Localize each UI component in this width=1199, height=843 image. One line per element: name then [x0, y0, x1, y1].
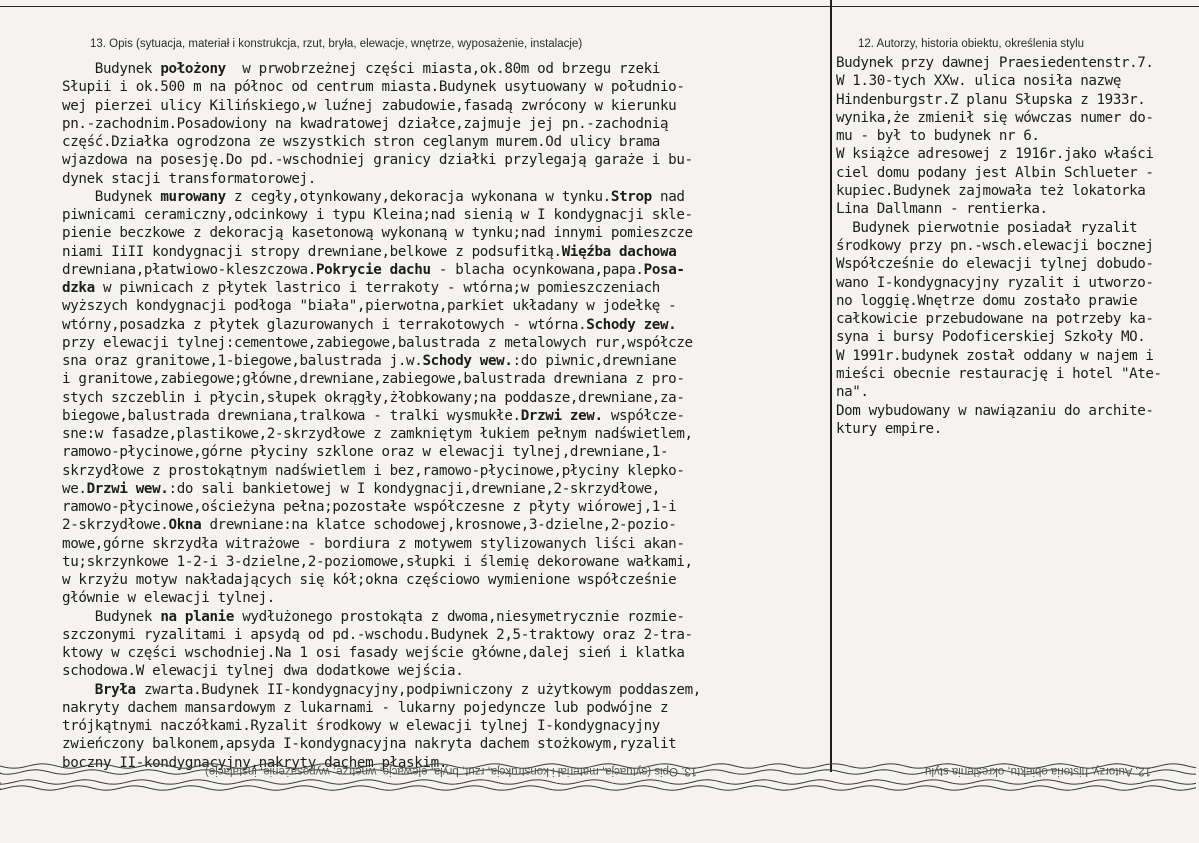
history-line: syna i bursy Podoficerskiej Szkoły MO. — [836, 329, 1146, 346]
description-line — [62, 224, 834, 242]
history-line: no loggię.Wnętrze domu zostało prawie — [836, 292, 1138, 309]
history-text — [836, 54, 1196, 438]
history-line: W książce adresowej z 1916r.jako właści — [836, 146, 1154, 163]
bold-term: Schody wew. — [422, 353, 513, 369]
description-line — [62, 297, 834, 315]
text-run: nad — [651, 188, 685, 205]
description-line — [62, 516, 834, 534]
bold-term: położony — [160, 61, 226, 77]
text-run: drewniana,płatwiowo-kleszczowa. — [62, 261, 316, 278]
history-line: mu - był to budynek nr 6. — [836, 128, 1040, 145]
text-run: schodowa.W elewacji tylnej dwa dodatkowe wejścia. — [62, 663, 464, 680]
bold-term: Okna — [168, 517, 202, 534]
text-run: współcze- — [602, 407, 685, 424]
text-run: szczonymi ryzalitami i apsydą od pd.-wschodu.Budynek 2,5-traktowy oraz 2-tra- — [62, 626, 693, 643]
description-line — [62, 498, 834, 516]
description-line — [62, 662, 834, 680]
text-run: pn.-zachodnim.Posadowiony na kwadratowej działce,zajmuje jej pn.-zachodnią — [62, 115, 669, 132]
bold-term: Pokrycie dachu — [315, 261, 431, 278]
text-run: przy elewacji tylnej:cementowe,zabiegowe,balustrada z metalowych rur,współcze — [62, 334, 693, 351]
history-line: mieści obecnie restaurację i hotel "Ate- — [836, 366, 1162, 383]
description-line — [62, 480, 834, 498]
bold-term: Drzwi wew. — [86, 480, 169, 497]
description-line — [62, 206, 834, 224]
description-line — [62, 553, 834, 571]
text-run: w prwobrzeżnej części miasta,ok.80m od brzegu rzeki — [225, 61, 661, 77]
description-line — [62, 170, 834, 188]
text-run: niami IiII kondygnacji stropy drewniane,belkowe z podsufitką. — [62, 243, 562, 260]
description-line — [62, 115, 834, 133]
text-run: boczny II-kondygnacyjny,nakryty dachem płaskim. — [62, 754, 448, 771]
text-run: sne:w fasadze,plastikowe,2-skrzydłowe z zamkniętym łukiem pełnym nadświetlem, — [62, 426, 693, 442]
text-run: Budynek — [62, 61, 161, 77]
bold-term: dzka — [62, 280, 95, 296]
description-line — [62, 334, 834, 352]
text-run: wtórny,posadzka z płytek glazurowanych i terrakotowych - wtórna. — [62, 316, 587, 333]
history-line: Lina Dallmann - rentierka. — [836, 201, 1048, 218]
history-section-header: 12. Autorzy, historia obiektu, określenia stylu — [858, 38, 1085, 50]
history-line: Budynek przy dawnej Praesiedentenstr.7. — [836, 55, 1154, 71]
description-line — [62, 626, 834, 644]
text-run: Słupii i ok.500 m na północ od centrum miasta.Budynek usytuowany w południo- — [62, 79, 685, 96]
text-run: zwieńczony balkonem,apsyda I-kondygnacyjna nakryta dachem stożkowym,ryzalit — [62, 736, 677, 753]
history-line: ktury empire. — [836, 420, 942, 437]
text-run: we. — [62, 480, 87, 497]
description-line — [62, 279, 834, 297]
text-run: w piwnicach z płytek lastrico i terrakoty - wtórna;w pomieszczeniach — [94, 280, 661, 296]
description-line — [62, 133, 834, 151]
text-run: skrzydłowe z prostokątnym nadświetlem i bez,ramowo-płycinowe,płyciny klepko- — [62, 462, 685, 479]
text-run: dynek stacji transformatorowej. — [62, 170, 316, 187]
description-line — [62, 389, 834, 407]
history-line: W 1991r.budynek został oddany w najem i — [836, 347, 1154, 364]
text-run: nakryty dachem mansardowym z lukarnami - lukarny pojedyncze lub podwójne z — [62, 699, 669, 716]
text-run: tu;skrzynkowe 1-2-i 3-dzielne,2-poziomowe,słupki i ślemię dekorowane wałkami, — [62, 553, 693, 570]
description-line — [62, 462, 834, 480]
history-line: Budynek pierwotnie posiadał ryzalit — [836, 219, 1138, 236]
description-line — [62, 571, 834, 589]
mirrored-history-header: 12. Autorzy, historia obiektu, określenia stylu — [925, 765, 1152, 777]
description-line — [62, 261, 834, 279]
text-run: sna oraz granitowe,1-biegowe,balustrada j.w. — [62, 353, 423, 369]
description-line — [62, 370, 834, 388]
history-line: wynika,że zmienił się wówczas numer do- — [836, 109, 1154, 126]
history-line: Hindenburgstr.Z planu Słupska z 1933r. — [836, 91, 1146, 108]
bold-term: Więźba dachowa — [561, 243, 677, 260]
text-run: stych szczeblin i płycin,słupek okrągły,żłobkowany;na poddasze,drewniane,za- — [62, 389, 685, 406]
history-line: na". — [836, 384, 869, 401]
description-line — [62, 644, 834, 662]
text-run: wyższych kondygnacji podłoga "biała",pierwotna,parkiet układany w jodełkę - — [62, 298, 677, 315]
description-line — [62, 589, 834, 607]
description-line — [62, 243, 834, 261]
history-line: Dom wybudowany w nawiązaniu do archite- — [836, 402, 1154, 419]
text-run — [62, 682, 95, 698]
description-line — [62, 681, 834, 699]
text-run: piwnicami ceramiczny,odcinkowy i typu Kleina;nad sienią w I kondygnacji skle- — [62, 207, 693, 223]
text-run: drewniane:na klatce schodowej,krosnowe,3-dzielne,2-pozio- — [201, 517, 677, 534]
text-run: :do piwnic,drewniane — [512, 353, 677, 369]
text-run: Budynek — [62, 608, 161, 625]
history-line: kupiec.Budynek zajmowała też lokatorka — [836, 183, 1146, 200]
text-run: wjazdowa na posesję.Do pd.-wschodniej granicy działki przylegają garaże i bu- — [62, 152, 693, 169]
history-line: Współcześnie do elewacji tylnej dobudo- — [836, 256, 1154, 273]
bold-term: Schody zew. — [586, 316, 677, 333]
description-line — [62, 78, 834, 96]
bold-term: Posa- — [643, 261, 685, 278]
text-run: :do sali bankietowej w I kondygnacji,drewniane,2-skrzydłowe, — [168, 480, 660, 497]
mirrored-description-header: 13. Opis (sytuacja, materiał i konstrukcja, rzut, bryła, elewacje, wnętrze, wyposażenie, instalacje) — [205, 765, 698, 777]
text-run: głównie w elewacji tylnej. — [62, 590, 275, 607]
history-line: środkowy przy pn.-wsch.elewacji bocznej — [836, 237, 1154, 254]
text-run: mowe,górne skrzydła witrażowe - bordiura z motywem stylizowanych liści akan- — [62, 535, 685, 552]
text-run: Budynek — [62, 188, 161, 205]
history-line: W 1.30-tych XXw. ulica nosiła nazwę — [836, 73, 1121, 90]
bold-term: murowany — [160, 188, 226, 205]
history-line: ciel domu podany jest Albin Schlueter - — [836, 164, 1154, 181]
text-run: ramowo-płycinowe,górne płyciny szklone oraz w elewacji tylnej,drewniane,1- — [62, 444, 669, 461]
text-run: ktowy w części wschodniej.Na 1 osi fasady wejście główne,dalej sień i klatka — [62, 645, 685, 661]
text-run: w krzyżu motyw nakładających się kół;okna częściowo wymienione współcześnie — [62, 572, 677, 588]
description-line — [62, 97, 834, 115]
text-run: z cegły,otynkowany,dekoracja wykonana w tynku. — [225, 188, 611, 205]
text-run: wydłużonego prostokąta z dwoma,niesymetrycznie rozmie- — [234, 608, 685, 625]
description-line — [62, 188, 834, 206]
description-line — [62, 151, 834, 169]
description-section-header: 13. Opis (sytuacja, materiał i konstrukcja, rzut, bryła, elewacje, wnętrze, wyposażenie, instalacje) — [90, 38, 583, 50]
text-run: część.Działka ogrodzona ze wszystkich stron ceglanym murem.Od ulicy brama — [62, 134, 660, 150]
description-line — [62, 717, 834, 735]
text-run: trójkątnymi naczółkami.Ryzalit środkowy w elewacji tylnej I-kondygnacyjny — [62, 718, 660, 734]
description-line — [62, 699, 834, 717]
description-line — [62, 316, 834, 334]
top-rule — [0, 6, 1199, 7]
text-run: i granitowe,zabiegowe;główne,drewniane,zabiegowe,balustrada drewniana z pro- — [62, 371, 685, 388]
description-line — [62, 425, 834, 443]
bold-term: Strop — [610, 188, 652, 205]
text-run: zwarta.Budynek II-kondygnacyjny,podpiwniczony z użytkowym poddaszem, — [135, 681, 701, 698]
description-line — [62, 407, 834, 425]
description-line — [62, 352, 834, 370]
text-run: pienie beczkowe z dekoracją kasetonową wykonaną w tynku;nad innymi pomieszcze — [62, 225, 693, 242]
text-run: 2-skrzydłowe. — [62, 517, 169, 534]
bold-term: na planie — [160, 608, 235, 625]
text-run: ramowo-płycinowe,ościeżyna pełna;pozostałe współczesne z płyty wiórowej,1-i — [62, 499, 677, 515]
bold-term: Drzwi zew. — [520, 407, 603, 424]
history-line: całkowicie przebudowane na potrzeby ka- — [836, 311, 1154, 328]
history-line: wano I-kondygnacyjny ryzalit i utworzo- — [836, 274, 1154, 291]
text-run: wej pierzei ulicy Kilińskiego,w luźnej zabudowie,fasadą zwrócony w kierunku — [62, 97, 677, 114]
description-line — [62, 735, 834, 753]
description-line — [62, 608, 834, 626]
bold-term: Bryła — [94, 681, 136, 698]
description-line — [62, 443, 834, 461]
text-run: biegowe,balustrada drewniana,tralkowa - tralki wysmukłe. — [62, 407, 521, 424]
description-line — [62, 60, 834, 78]
description-line — [62, 535, 834, 553]
description-text — [62, 60, 834, 772]
text-run: - blacha ocynkowana,papa. — [430, 261, 644, 278]
